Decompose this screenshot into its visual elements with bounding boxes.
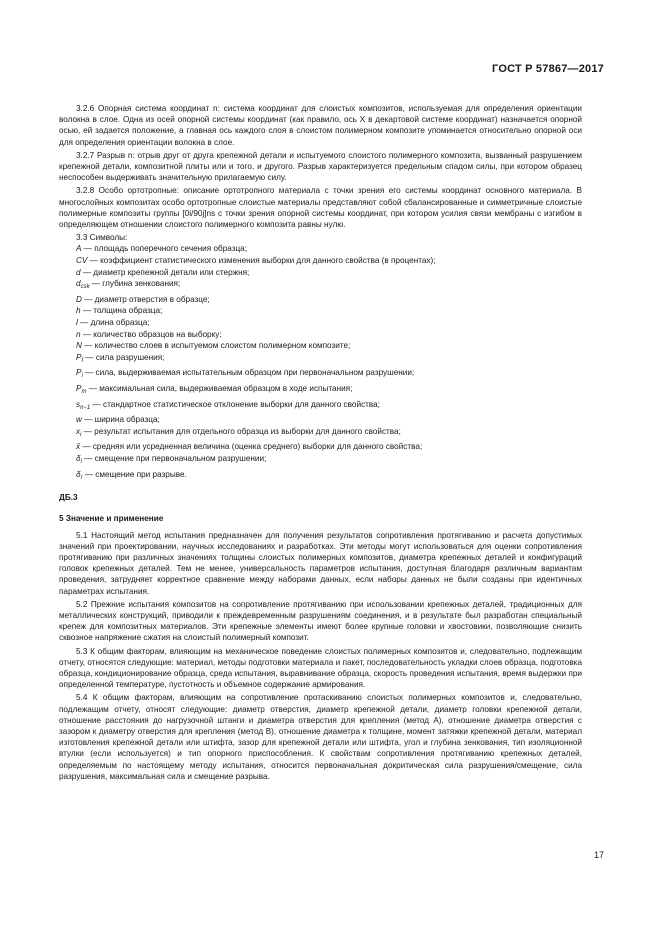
symbol-subscript: m [81, 388, 87, 395]
paragraph-5-4: 5.4 К общим факторам, влияющим на сопротивление протаскиванию слоистых полимерных композитов и, следовательно, подлежащим отчету, относят следующие: диаметр отверстия, диаметр крепежной детали, диаметр головки крепежной детали, отношение расстояния до нагрузочной штанги и диаметра отверстия для крепления (метод A), отношение диаметра отверстия с зазором к диаметру отверстия для крепления (метод B), отношение диаметра к толщине, момент затяжки крепежной детали, материал изготовления крепежной детали или штифта, зазор для крепежной детали или штифта, угол и глубина зенкования, тип изоляционной втулки (если используется) и тип опорного приспособления. К свойствам сопротивления протягиванию крепежных деталей, определяемым по настоящему методу испытания, относится первоначальная докритическая сила разрушения/смещение, сила разрушения, максимальная сила и смещение разрыва. [59, 693, 582, 781]
symbol-entry [59, 329, 582, 341]
symbol-entry [59, 317, 582, 329]
symbol-name: w [76, 415, 82, 425]
symbol-description: — смещение при первоначальном разрушении; [81, 453, 267, 463]
paragraph-5-3: 5.3 К общим факторам, влияющим на механическое поведение слоистых полимерных композитов и, следовательно, подлежащим отчету, относятся следующие: материал, методы подготовки материала и пакет, последовательность укладки слоев образца, подготовка образца, кондиционирование образца, среда испытания, выравнивание образца, скорость проведения испытания, время выдержки при определенной температуре, пустотность и объемное содержание армирования. [59, 646, 582, 690]
symbol-description: — сила, выдерживаемая испытательным образцом при первоначальном разрушении; [82, 368, 415, 378]
symbol-description: — сила разрушения; [83, 352, 165, 362]
symbol-description: — ширина образца; [81, 415, 160, 425]
symbol-entry [59, 255, 582, 267]
symbol-name: A [76, 244, 82, 254]
document-header: ГОСТ Р 57867—2017 [492, 63, 604, 75]
symbol-entry [59, 340, 582, 352]
symbol-entry [59, 243, 582, 255]
symbols-title: 3.3 Символы: [76, 233, 128, 243]
symbol-description: — средняя или усредненная величина (оценка среднего) выборки для данного свойства; [80, 442, 423, 452]
symbol-entry [59, 399, 582, 415]
symbol-entry [59, 383, 582, 399]
symbol-entry [59, 352, 582, 368]
symbol-entry [59, 441, 582, 453]
symbol-description: — количество слоев в испытуемом слоистом полимерном композите; [81, 341, 351, 351]
symbol-name: d [76, 279, 81, 289]
symbol-name: P [76, 368, 82, 378]
document-body [59, 103, 582, 784]
symbol-entry [59, 469, 582, 485]
symbol-name: d [76, 267, 81, 277]
symbol-description: — длина образца; [77, 318, 150, 327]
symbol-entry [59, 278, 582, 294]
symbol-subscript: n−1 [80, 404, 91, 411]
symbol-subscript: csk [80, 284, 90, 291]
symbol-description: — диаметр крепежной детали или стержня; [80, 267, 250, 277]
symbol-subscript: i [80, 458, 82, 465]
symbol-name: s [76, 399, 81, 409]
symbol-description: — площадь поперечного сечения образца; [81, 244, 247, 254]
symbol-name: D [76, 294, 82, 304]
paragraph-3-2-7: 3.2.7 Разрыв n: отрыв друг от друга крепежной детали и испытуемого слоистого полимерного композита, вызванный разрушением крепежной детали, композитной плиты или и того, и другого. Разрыв характеризуется предельным спадом силы, при котором образец неспособен выдерживать значительную прилагаемую силу. [59, 150, 582, 183]
symbol-name: P [76, 352, 82, 362]
symbol-description: — глубина зенкования; [89, 279, 181, 289]
symbol-entry [59, 414, 582, 426]
symbol-entry [59, 426, 582, 442]
symbol-description: — максимальная сила, выдерживаемая образцом в ходе испытания; [86, 383, 353, 393]
symbol-name: δ [76, 469, 81, 479]
symbol-description: — толщина образца; [80, 306, 163, 316]
symbol-entry [59, 305, 582, 317]
symbol-name: x̄ [76, 442, 81, 452]
symbol-entry [59, 267, 582, 279]
symbols-list [59, 243, 582, 484]
symbol-name: δ [76, 453, 81, 463]
symbol-subscript: i [80, 431, 82, 438]
symbol-subscript: r [80, 474, 83, 481]
symbol-entry [59, 453, 582, 469]
symbol-name: N [76, 341, 82, 351]
symbol-name: P [76, 383, 82, 393]
symbol-entry [59, 367, 582, 383]
paragraph-3-2-8: 3.2.8 Особо ортотропные: описание ортотропного материала с точки зрения его системы координат основного материала. В многослойных композитах особо ортотропные слоистые материалы представляют собой сбалансированные и симметричные слоистые полимерные композиты группы [0i/90j]ns с точки зрения опорной системы координат, при котором усилия связи мембраны с изгибом в определяющем отношении слоистого полимерного композита равны нулю. [59, 186, 582, 230]
db-label: ДБ.3 [59, 493, 78, 503]
symbol-description: — диаметр отверстия в образце; [81, 294, 210, 304]
symbol-name: n [76, 329, 81, 339]
symbol-description: — смещение при разрыве. [82, 469, 187, 479]
symbol-description: — результат испытания для отдельного образца из выборки для данного свойства; [81, 426, 401, 436]
paragraph-3-2-6: 3.2.6 Опорная система координат n: система координат для слоистых композитов, используемая для определения ориентации волокна в слое. Одна из осей опорной системы координат (как правило, ось X в декартовой системе координат) назначается опорной осью, ей задается положение, а главная ось каждого слоя в слоистом полимерном композите упоминается относительно опорной оси для определения ориентации волокна в слое. [59, 104, 582, 147]
symbol-description: — количество образцов на выборку; [80, 329, 222, 339]
symbol-subscript: i [81, 373, 83, 380]
symbol-description: — коэффициент статистического изменения выборки для данного свойства (в процентах); [87, 256, 436, 266]
symbol-name: l [76, 318, 78, 327]
symbol-name: CV [76, 256, 88, 266]
page-number: 17 [593, 850, 604, 860]
symbol-name: x [76, 426, 81, 436]
section-5-title: 5 Значение и применение [59, 514, 164, 524]
paragraph-5-1: 5.1 Настоящий метод испытания предназначен для получения результатов сопротивления протягиванию и расчета допустимых значений при проектировании, научных исследованиях и разработках. Эти методы могут использоваться для оценки сопротивления протягиванию при различных значениях толщины слоистых полимерных композитов, диаметра крепежных деталей и конфигураций головок крепежных деталей. Тем не менее, универсальность параметров испытания, доступная благодаря различным вариантам проведения, затрудняет корректное сравнение между наборами данных, если наборы данных не были созданы при идентичных параметрах испытания. [59, 530, 582, 596]
paragraph-5-2: 5.2 Прежние испытания композитов на сопротивление протягиванию при использовании крепежных деталей, традиционных для металлических конструкций, приводили к преждевременным разрушениям соединения, и в результате был разработан специальный крепеж для композитных материалов. Эти крепежные элементы имеют более крупные головки и хвостовики, позволяющие снизить сквозное напряжение сжатия на слоистый полимерный композит. [59, 599, 582, 643]
symbol-description: — стандартное статистическое отклонение выборки для данного свойства; [90, 399, 380, 409]
symbol-name: h [76, 306, 81, 316]
symbol-subscript: f [81, 357, 84, 364]
symbol-entry [59, 294, 582, 306]
